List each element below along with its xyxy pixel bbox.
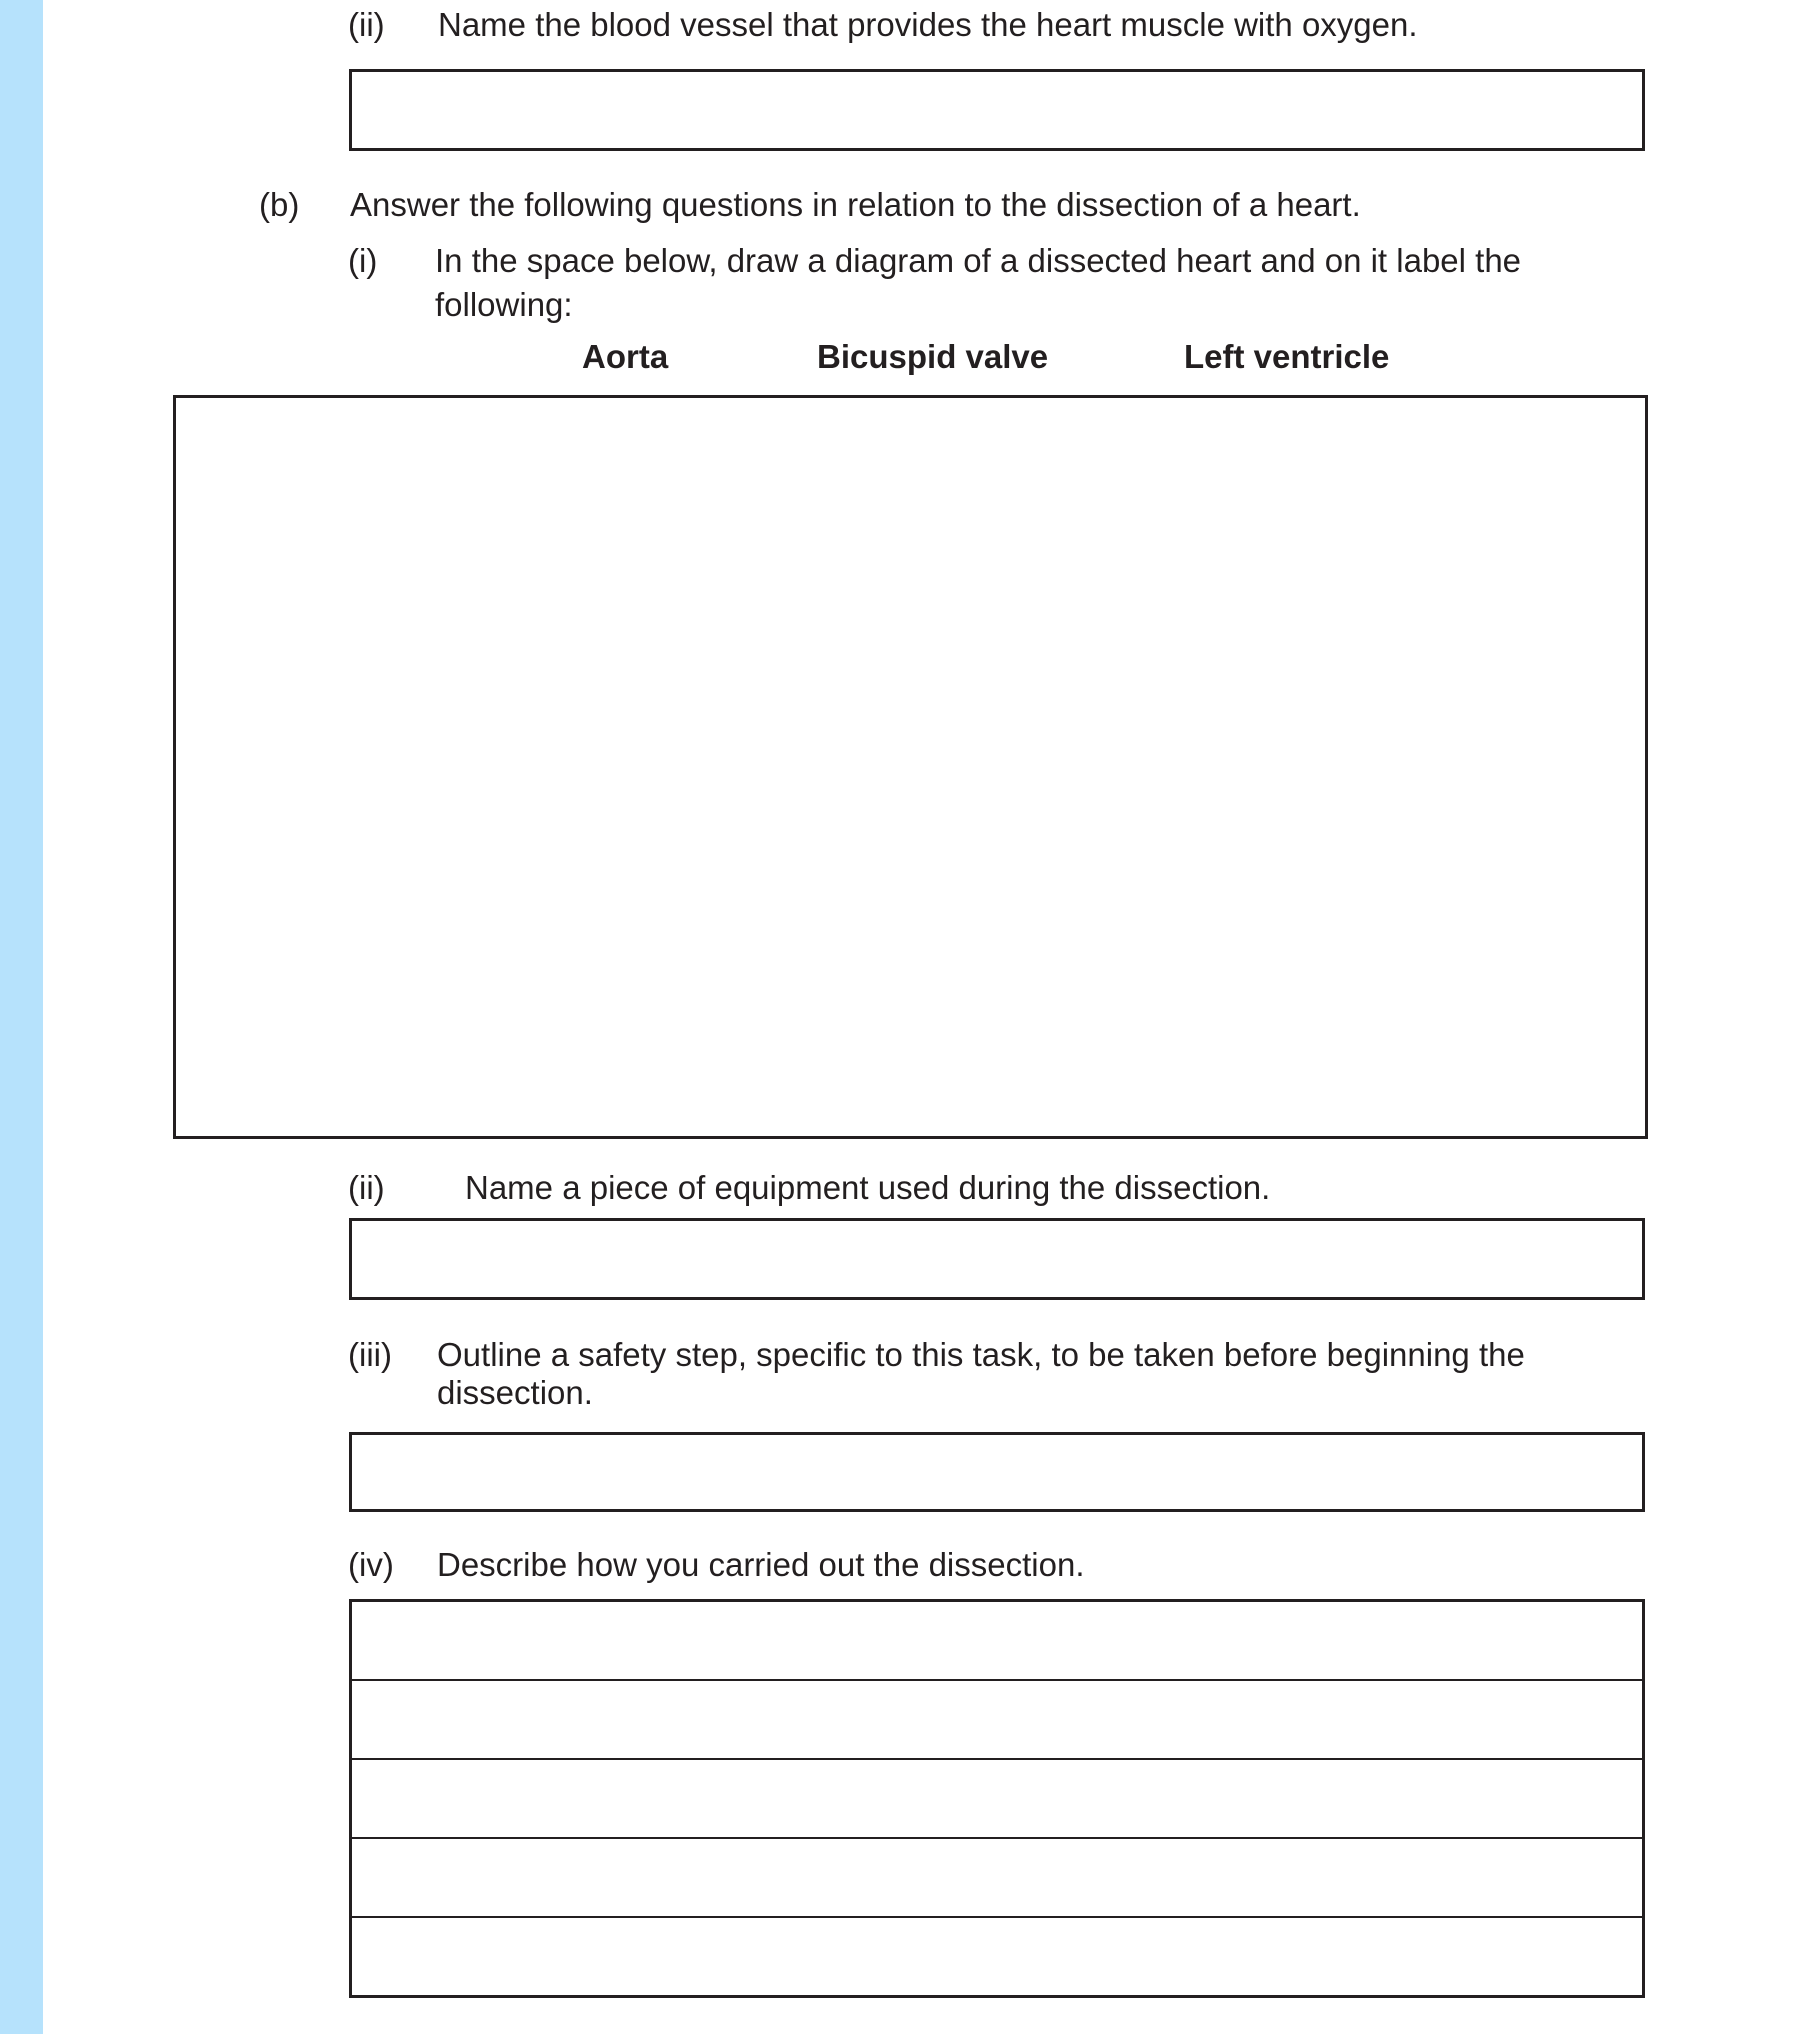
question-b-text: Answer the following questions in relation to the dissection of a heart. [350, 186, 1361, 223]
question-bi-number: (i) [348, 242, 378, 279]
question-b-number: (b) [259, 186, 300, 223]
label-left-ventricle: Left ventricle [1184, 338, 1390, 375]
ruled-line-row[interactable] [352, 1681, 1642, 1760]
label-bicuspid-valve: Bicuspid valve [817, 338, 1049, 375]
ruled-line-row[interactable] [352, 1839, 1642, 1918]
question-bii-number: (ii) [348, 1169, 385, 1206]
question-bi-text-line1: In the space below, draw a diagram of a dissected heart and on it label the [435, 242, 1522, 279]
ruled-line-row[interactable] [352, 1918, 1642, 1995]
question-bi-text-line2: following: [435, 286, 573, 323]
answer-box-biii[interactable] [349, 1432, 1645, 1512]
page-edge-stripe [0, 0, 43, 2034]
question-bii-text: Name a piece of equipment used during the dissection. [465, 1169, 1271, 1206]
ruled-line-row[interactable] [352, 1760, 1642, 1839]
question-aii-number: (ii) [348, 6, 385, 43]
question-biii-text-line1: Outline a safety step, specific to this task, to be taken before beginning the [437, 1336, 1525, 1373]
question-aii-text: Name the blood vessel that provides the heart muscle with oxygen. [438, 6, 1418, 43]
question-biii-number: (iii) [348, 1336, 392, 1373]
answer-box-bii[interactable] [349, 1218, 1645, 1300]
drawing-box[interactable] [173, 395, 1648, 1139]
answer-box-aii[interactable] [349, 69, 1645, 151]
label-aorta: Aorta [582, 338, 669, 375]
ruled-answer-box[interactable] [349, 1599, 1645, 1998]
question-biv-text: Describe how you carried out the dissection. [437, 1546, 1085, 1583]
question-biv-number: (iv) [348, 1546, 394, 1583]
ruled-line-row[interactable] [352, 1602, 1642, 1681]
question-biii-text-line2: dissection. [437, 1374, 593, 1411]
